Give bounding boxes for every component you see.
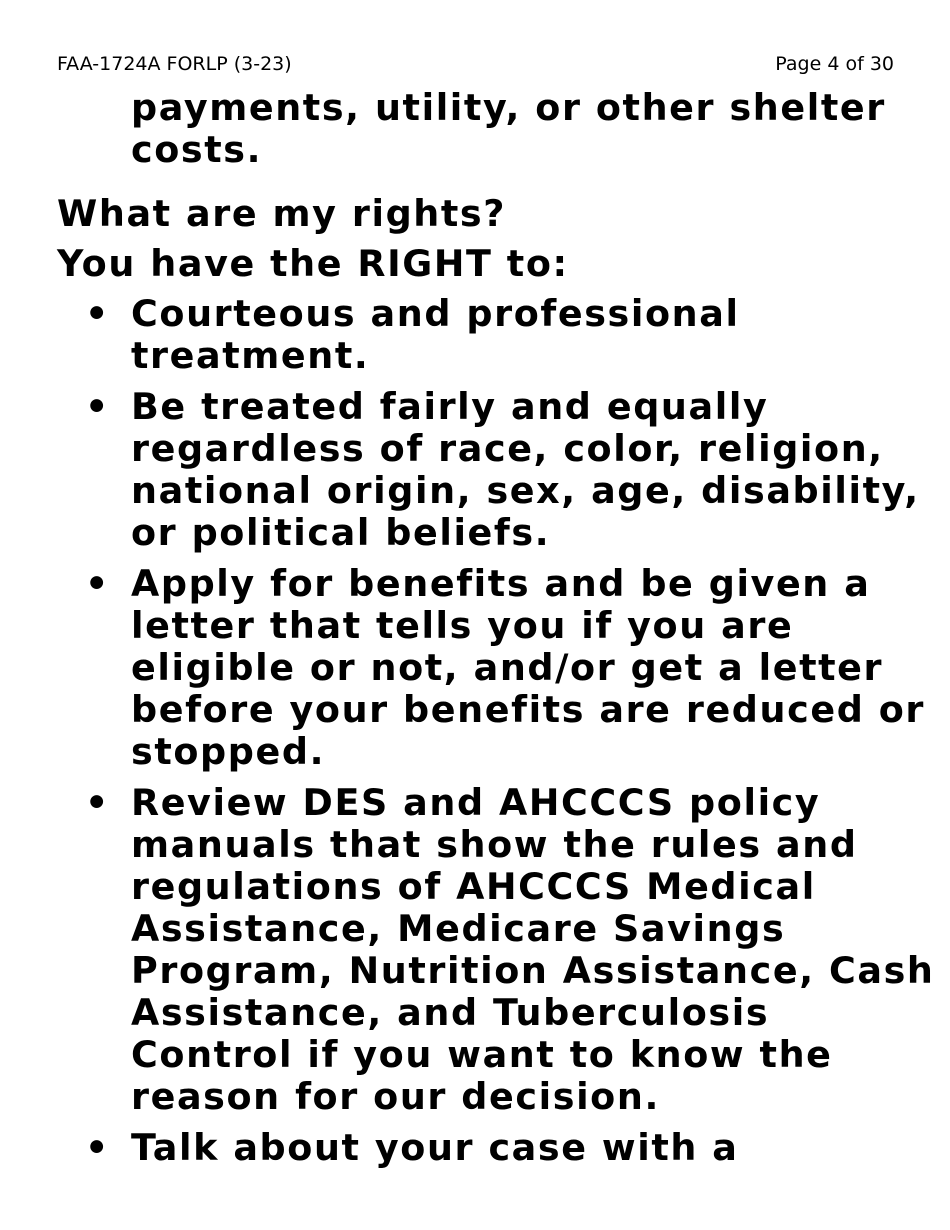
list-item bbox=[57, 782, 937, 1118]
page-number: Page 4 of 30 bbox=[775, 53, 894, 75]
continued-text: payments, utility, or other shelter costs. bbox=[131, 86, 886, 171]
rights-intro: You have the RIGHT to: bbox=[57, 242, 569, 285]
list-item-text: Be treated fairly and equally regardless of race, color, religion, national origin, sex, age, disability, or political beliefs. bbox=[131, 385, 920, 554]
list-item bbox=[57, 293, 937, 377]
bullet-icon: • bbox=[85, 1126, 110, 1169]
page-content bbox=[57, 87, 937, 1178]
list-item-text: Review DES and AHCCCS policy manuals that show the rules and regulations of AHCCCS Medical Assistance, Medicare Savings Program, Nutrition Assistance, Cash Assistance, and Tuberculosis Control if you want to know the reason for our decision. bbox=[131, 781, 935, 1118]
rights-list bbox=[57, 293, 937, 1169]
list-item bbox=[57, 563, 937, 773]
bullet-icon: • bbox=[85, 781, 110, 824]
list-item bbox=[57, 1127, 937, 1169]
list-item bbox=[57, 386, 937, 554]
bullet-icon: • bbox=[85, 292, 110, 335]
list-item-text: Apply for benefits and be given a letter that tells you if you are eligible or not, and/or get a letter before your benefits are reduced or stopped. bbox=[131, 562, 926, 773]
list-item-text: Talk about your case with a bbox=[131, 1126, 739, 1169]
bullet-icon: • bbox=[85, 562, 110, 605]
page-header bbox=[57, 51, 894, 77]
list-item-text: Courteous and professional treatment. bbox=[131, 292, 740, 377]
form-id: FAA-1724A FORLP (3-23) bbox=[57, 53, 292, 75]
bullet-icon: • bbox=[85, 385, 110, 428]
section-heading: What are my rights? bbox=[57, 192, 507, 235]
